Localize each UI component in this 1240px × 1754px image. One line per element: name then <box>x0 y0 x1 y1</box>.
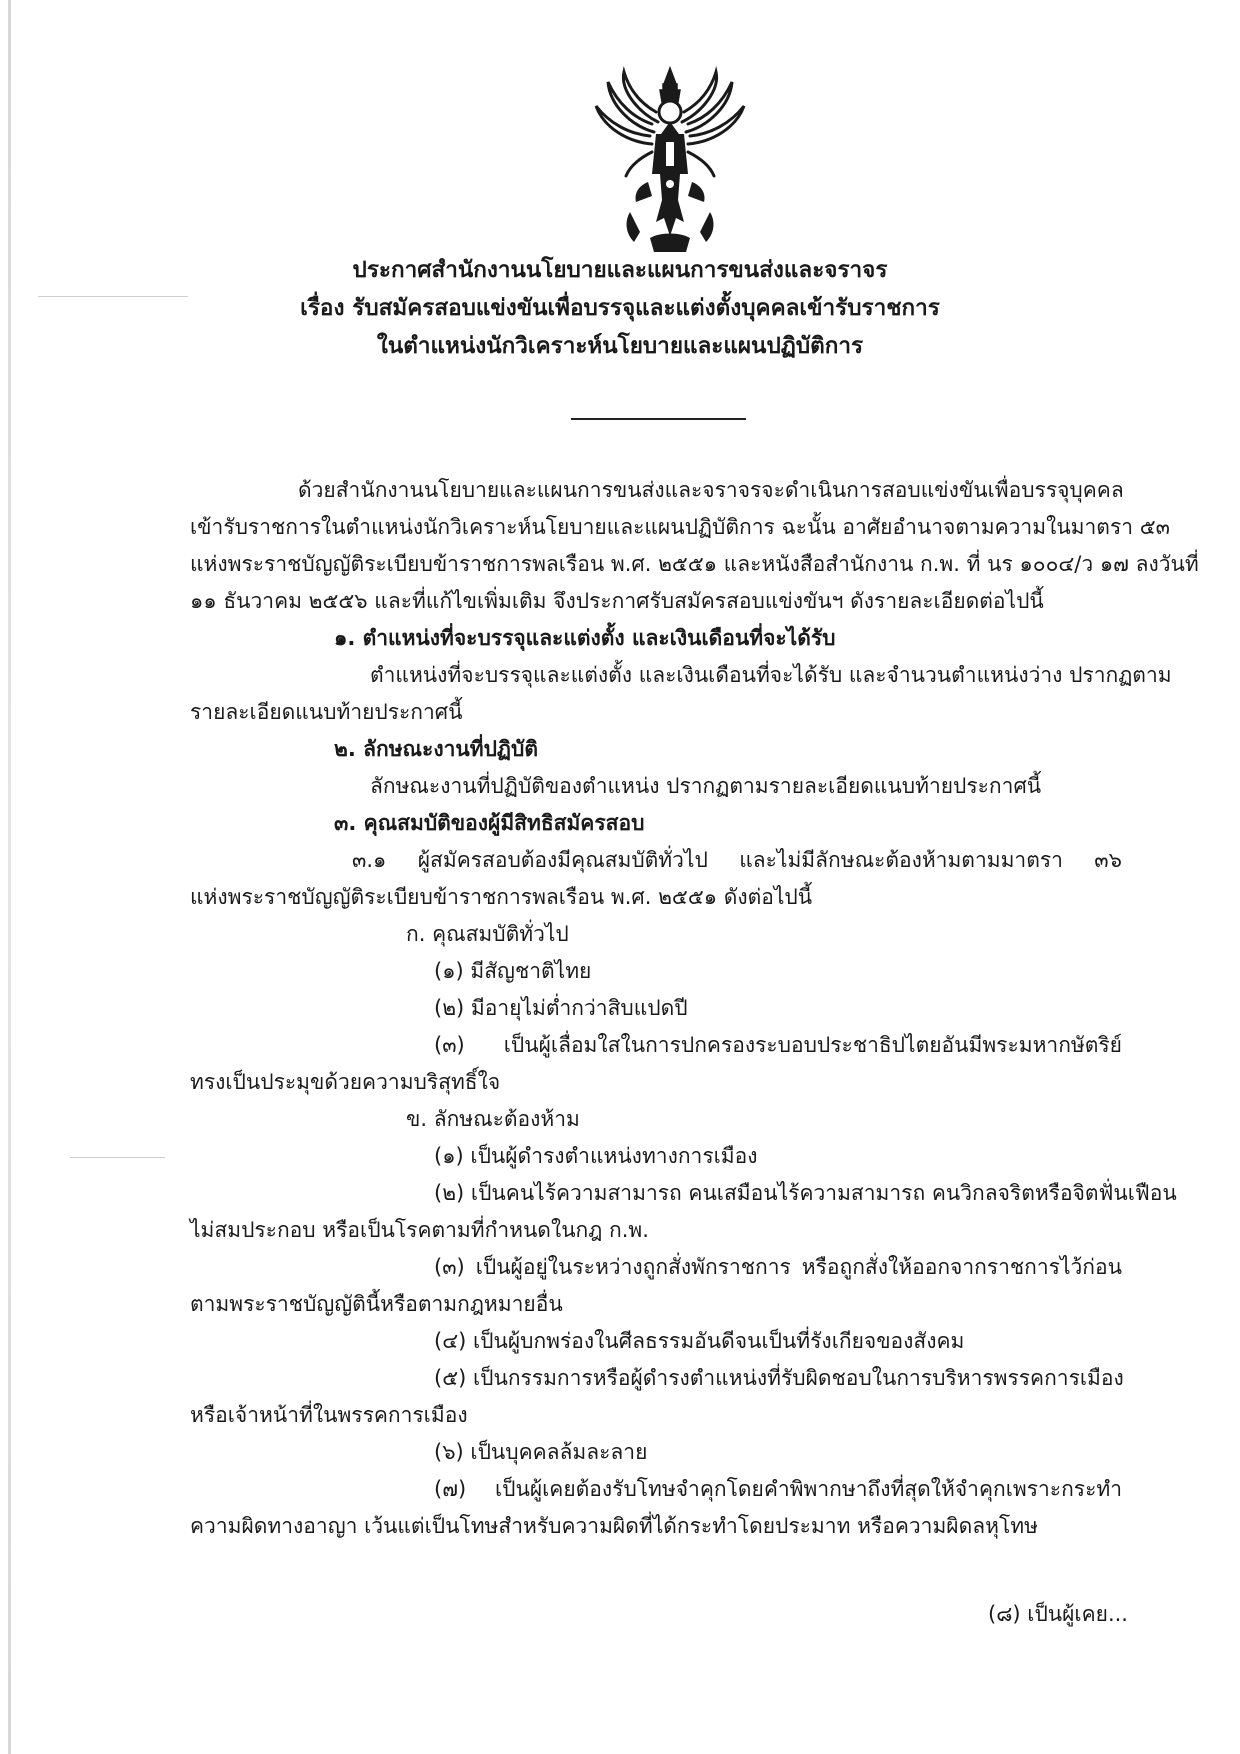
title-divider <box>571 418 746 420</box>
body-line: ลักษณะงานที่ปฏิบัติของตำแหน่ง ปรากฏตามรายละเอียดแนบท้ายประกาศนี้ <box>370 774 1042 798</box>
body-line: ด้วยสำนักงานนโยบายและแผนการขนส่งและจราจรจะดำเนินการสอบแข่งขันเพื่อบรรจุบุคคล <box>298 478 1124 502</box>
title-line: ประกาศสำนักงานนโยบายและแผนการขนส่งและจราจร <box>352 257 888 283</box>
body-line: (๗) เป็นผู้เคยต้องรับโทษจำคุกโดยคำพิพากษาถึงที่สุดให้จำคุกเพราะกระทำ <box>434 1477 1122 1501</box>
body-line: ทรงเป็นประมุขด้วยความบริสุทธิ์ใจ <box>190 1070 501 1094</box>
body-line: (๖) เป็นบุคคลล้มละลาย <box>434 1440 648 1464</box>
scan-mark <box>70 1157 165 1158</box>
body-line: (๓) เป็นผู้อยู่ในระหว่างถูกสั่งพักราชการ หรือถูกสั่งให้ออกจากราชการไว้ก่อน <box>434 1255 1122 1279</box>
body-line: (๒) เป็นคนไร้ความสามารถ คนเสมือนไร้ความสามารถ คนวิกลจริตหรือจิตฟั่นเฟือน <box>434 1181 1177 1205</box>
section-heading: ๓. คุณสมบัติของผู้มีสิทธิสมัครสอบ <box>334 811 645 835</box>
title-line: ในตำแหน่งนักวิเคราะห์นโยบายและแผนปฏิบัติการ <box>376 333 864 359</box>
body-line: ไม่สมประกอบ หรือเป็นโรคตามที่กำหนดในกฎ ก.พ. <box>190 1218 649 1242</box>
body-line: รายละเอียดแนบท้ายประกาศนี้ <box>190 700 463 724</box>
section-heading: ๑. ตำแหน่งที่จะบรรจุและแต่งตั้ง และเงินเดือนที่จะได้รับ <box>334 626 836 650</box>
title-line: เรื่อง รับสมัครสอบแข่งขันเพื่อบรรจุและแต่งตั้งบุคคลเข้ารับราชการ <box>300 295 940 321</box>
body-line: หรือเจ้าหน้าที่ในพรรคการเมือง <box>190 1403 468 1427</box>
body-line: (๓) เป็นผู้เลื่อมใสในการปกครองระบอบประชาธิปไตยอันมีพระมหากษัตริย์ <box>434 1033 1122 1057</box>
body-line: ข. ลักษณะต้องห้าม <box>406 1107 580 1131</box>
body-line: ตามพระราชบัญญัตินี้หรือตามกฎหมายอื่น <box>190 1292 563 1316</box>
body-line: (๔) เป็นผู้บกพร่องในศีลธรรมอันดีจนเป็นที่รังเกียจของสังคม <box>434 1329 965 1353</box>
body-line: ๑๑ ธันวาคม ๒๕๕๖ และที่แก้ไขเพิ่มเติม จึงประกาศรับสมัครสอบแข่งขันฯ ดังรายละเอียดต่อไปนี้ <box>190 589 1044 613</box>
body-line: แห่งพระราชบัญญัติระเบียบข้าราชการพลเรือน พ.ศ. ๒๕๕๑ และหนังสือสำนักงาน ก.พ. ที่ นร ๑๐๐๔/ว ๑๗ ลงวันที่ <box>190 552 1199 576</box>
continuation-text: (๘) เป็นผู้เคย... <box>988 1602 1128 1626</box>
body-line: (๑) มีสัญชาติไทย <box>434 959 592 983</box>
section-heading: ๒. ลักษณะงานที่ปฏิบัติ <box>334 737 538 761</box>
body-line: เข้ารับราชการในตำแหน่งนักวิเคราะห์นโยบายและแผนปฏิบัติการ ฉะนั้น อาศัยอำนาจตามความในมาตรา ๕๓ <box>190 515 1170 539</box>
body-line: ตำแหน่งที่จะบรรจุและแต่งตั้ง และเงินเดือนที่จะได้รับ และจำนวนตำแหน่งว่าง ปรากฏตาม <box>370 663 1172 687</box>
body-line: ความผิดทางอาญา เว้นแต่เป็นโทษสำหรับความผิดที่ได้กระทำโดยประมาท หรือความผิดลหุโทษ <box>190 1514 1038 1538</box>
body-line: ก. คุณสมบัติทั่วไป <box>406 922 569 946</box>
garuda-emblem-icon <box>590 62 750 258</box>
body-line: แห่งพระราชบัญญัติระเบียบข้าราชการพลเรือน พ.ศ. ๒๕๕๑ ดังต่อไปนี้ <box>190 885 813 909</box>
body-line: (๒) มีอายุไม่ต่ำกว่าสิบแปดปี <box>434 996 688 1020</box>
body-line: (๑) เป็นผู้ดำรงตำแหน่งทางการเมือง <box>434 1144 758 1168</box>
body-line: ๓.๑ ผู้สมัครสอบต้องมีคุณสมบัติทั่วไป และไม่มีลักษณะต้องห้ามตามมาตรา ๓๖ <box>352 848 1122 872</box>
body-line: (๕) เป็นกรรมการหรือผู้ดำรงตำแหน่งที่รับผิดชอบในการบริหารพรรคการเมือง <box>434 1366 1124 1390</box>
